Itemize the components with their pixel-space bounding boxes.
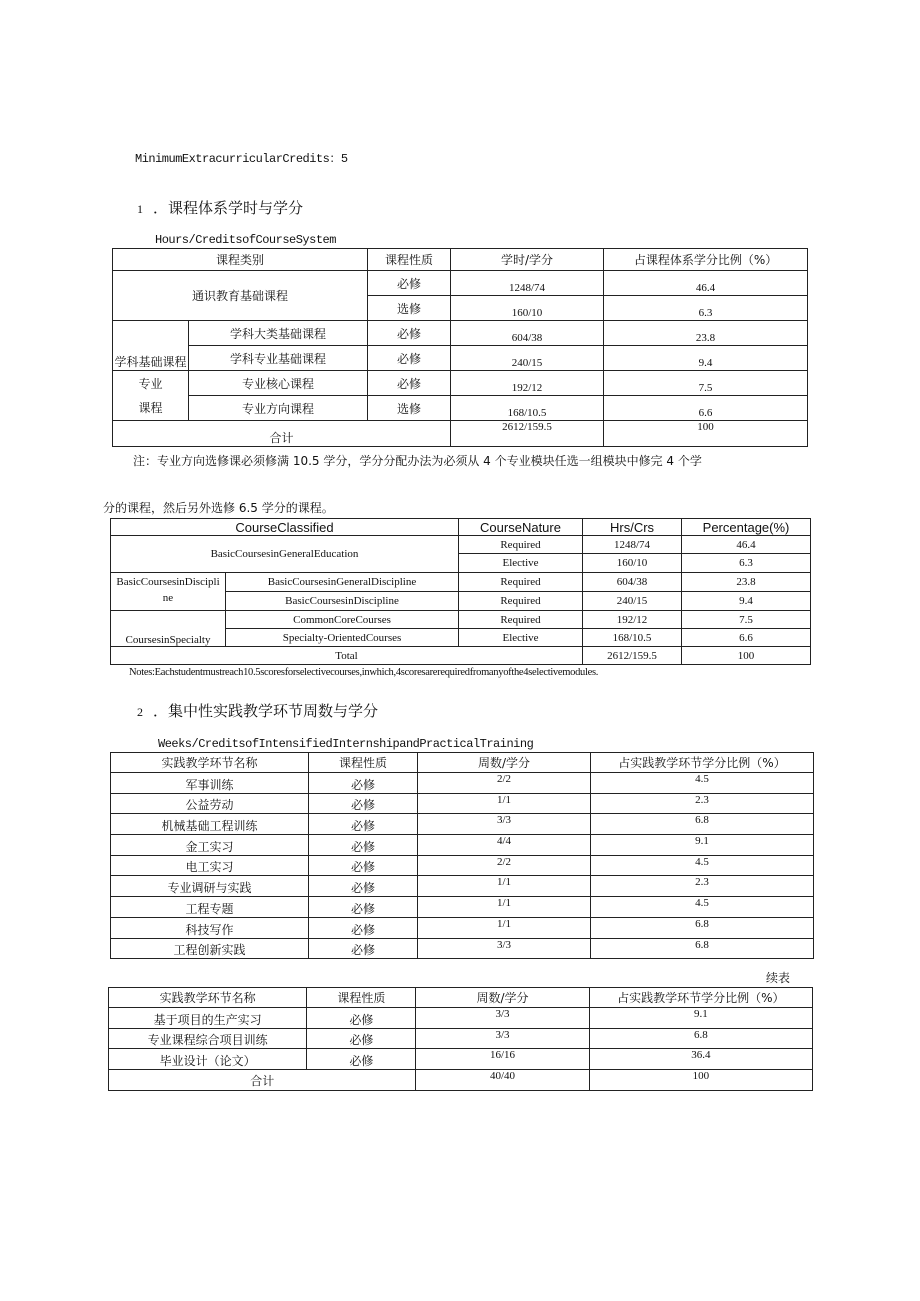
table-cell: 6.8 [591, 938, 814, 959]
header-cell: 占实践教学环节学分比例（%） [591, 753, 814, 773]
table-cell: 必修 [309, 793, 418, 814]
heading-text: ．集中性实践教学环节周数与学分 [153, 702, 379, 720]
header-row [109, 988, 813, 1008]
table-cell: 工程创新实践 [111, 938, 309, 959]
table-row [111, 876, 814, 897]
table-cell: 学科专业基础课程 [189, 346, 368, 371]
table-cell: 1248/74 [583, 536, 682, 554]
table-cell: 4/4 [418, 835, 591, 856]
table-cell: 2.3 [591, 876, 814, 897]
header-cell: Percentage(%) [682, 519, 811, 536]
heading-text: ．课程体系学时与学分 [153, 199, 304, 217]
table-cell: 9.4 [682, 592, 811, 611]
header-cell: 周数/学分 [418, 753, 591, 773]
table-cell: 4.5 [591, 855, 814, 876]
table-cell: 1/1 [418, 876, 591, 897]
table-cell: Elective [459, 554, 583, 573]
table-cell: 必修 [368, 321, 451, 346]
table-row [111, 793, 814, 814]
table-cell: 2612/159.5 [451, 421, 604, 447]
table-cell: Required [459, 611, 583, 629]
table-cell: 168/10.5 [451, 396, 604, 421]
table-cell: 6.3 [682, 554, 811, 573]
table-cell: 选修 [368, 296, 451, 321]
table-cell: 7.5 [682, 611, 811, 629]
header-row [111, 753, 814, 773]
header-cell: 周数/学分 [416, 988, 589, 1008]
header-cell: 课程性质 [307, 988, 416, 1008]
table-cell: 合计 [109, 1070, 416, 1091]
table-cell: BasicCoursesinDiscipline [226, 592, 459, 611]
table-cell: 168/10.5 [583, 629, 682, 647]
table-row [113, 346, 808, 371]
table-cell: 工程专题 [111, 897, 309, 918]
table-cell: 必修 [309, 938, 418, 959]
table-cell: 6.6 [604, 396, 808, 421]
header-cell: CourseClassified [111, 519, 459, 536]
table-cell: 192/12 [451, 371, 604, 396]
table-cell: 必修 [368, 346, 451, 371]
table-cell: 100 [604, 421, 808, 447]
table-cell: 240/15 [451, 346, 604, 371]
table-cell: 4.5 [591, 897, 814, 918]
table-row [111, 611, 811, 629]
table-cell: 合计 [113, 421, 451, 447]
table-row [113, 271, 808, 296]
continued-label: 续表 [766, 971, 791, 985]
table-cell: 专业方向课程 [189, 396, 368, 421]
table-row [109, 1008, 813, 1029]
note-cn-line1: 注：专业方向选修课必须修满 10.5 学分，学分分配办法为必须从 4 个专业模块任选一组模块中修完 4 个学 [133, 454, 702, 468]
table-cell: ne [111, 592, 226, 611]
table-cell: 必修 [368, 371, 451, 396]
table-cell: 3/3 [416, 1008, 589, 1029]
table-cell: 专业 [113, 371, 189, 396]
table-row [113, 321, 808, 346]
header-row [111, 519, 811, 536]
header-cell: Hrs/Crs [583, 519, 682, 536]
section2-heading [137, 700, 378, 721]
table-cell: 9.1 [591, 835, 814, 856]
total-row [113, 421, 808, 447]
table-row [111, 814, 814, 835]
header-cell: 占实践教学环节学分比例（%） [589, 988, 812, 1008]
table-row [109, 1049, 813, 1070]
table-cell: 2612/159.5 [583, 647, 682, 665]
table-cell: 6.6 [682, 629, 811, 647]
table-cell: 电工实习 [111, 855, 309, 876]
header-cell: 课程性质 [309, 753, 418, 773]
table-cell: 必修 [309, 876, 418, 897]
table-cell: 必修 [307, 1049, 416, 1070]
table-row [111, 897, 814, 918]
table-cell: 3/3 [416, 1028, 589, 1049]
table-row [111, 938, 814, 959]
table-row [111, 573, 811, 592]
table-cell: 学科基础课程 [113, 321, 189, 371]
table-cell: 16/16 [416, 1049, 589, 1070]
table-cell: 必修 [309, 835, 418, 856]
table-cell: 9.4 [604, 346, 808, 371]
table-row [111, 855, 814, 876]
section1-subtitle: Hours/CreditsofCourseSystem [155, 233, 336, 247]
table-row [111, 592, 811, 611]
table-cell: 1/1 [418, 793, 591, 814]
table-cell: 40/40 [416, 1070, 589, 1091]
table-cell: 科技写作 [111, 917, 309, 938]
header-cell: 学时/学分 [451, 249, 604, 271]
table-row [113, 371, 808, 396]
table-cell: Total [111, 647, 583, 665]
table-cell: 240/15 [583, 592, 682, 611]
table-cell: CommonCoreCourses [226, 611, 459, 629]
table-cell: BasicCoursesinGeneralDiscipline [226, 573, 459, 592]
table-cell: CoursesinSpecialty [111, 611, 226, 647]
table-cell: 3/3 [418, 938, 591, 959]
table-cell: 选修 [368, 396, 451, 421]
heading-number: 2 [137, 705, 143, 719]
table-cell: 课程 [113, 396, 189, 421]
table-cell: 必修 [307, 1028, 416, 1049]
table-cell: 通识教育基础课程 [113, 271, 368, 321]
table-cell: 必修 [309, 855, 418, 876]
table-cell: 机械基础工程训练 [111, 814, 309, 835]
table-cell: 46.4 [682, 536, 811, 554]
table-cell: 必修 [309, 814, 418, 835]
table-cell: 6.8 [589, 1028, 812, 1049]
table-row [111, 917, 814, 938]
table-cell: 604/38 [583, 573, 682, 592]
table-cell: 毕业设计（论文） [109, 1049, 307, 1070]
section1-heading [137, 197, 303, 218]
table-cell: 23.8 [604, 321, 808, 346]
table-cell: BasicCoursesinGeneralEducation [111, 536, 459, 573]
total-row [109, 1070, 813, 1091]
table-row [109, 1028, 813, 1049]
table-cell: 基于项目的生产实习 [109, 1008, 307, 1029]
heading-number: 1 [137, 202, 143, 216]
table-cell: 6.8 [591, 814, 814, 835]
table-cell: 公益劳动 [111, 793, 309, 814]
header-cell: 课程类别 [113, 249, 368, 271]
table-cell: 160/10 [451, 296, 604, 321]
table-cell: 160/10 [583, 554, 682, 573]
table-cell: 36.4 [589, 1049, 812, 1070]
table-cell: 学科大类基础课程 [189, 321, 368, 346]
table-cell: 2.3 [591, 793, 814, 814]
table-cell: 3/3 [418, 814, 591, 835]
header-cell: 课程性质 [368, 249, 451, 271]
table-row [113, 396, 808, 421]
table-cell: 金工实习 [111, 835, 309, 856]
table-cell: 必修 [309, 897, 418, 918]
table-cell: 192/12 [583, 611, 682, 629]
table-cell: 必修 [309, 773, 418, 794]
table-cell: 100 [682, 647, 811, 665]
min-extracurricular-credits: MinimumExtracurricularCredits：5 [135, 152, 348, 166]
table-cell: 7.5 [604, 371, 808, 396]
table-row [111, 536, 811, 554]
table-row [111, 835, 814, 856]
table-cell: BasicCoursesinDiscipli [111, 573, 226, 592]
header-cell: CourseNature [459, 519, 583, 536]
table-cell: 23.8 [682, 573, 811, 592]
practical-training-table [110, 752, 814, 959]
table-cell: 1248/74 [451, 271, 604, 296]
table-cell: 军事训练 [111, 773, 309, 794]
table-cell: Required [459, 592, 583, 611]
table-cell: 必修 [309, 917, 418, 938]
table-cell: 6.8 [591, 917, 814, 938]
table-cell: 6.3 [604, 296, 808, 321]
table-cell: Required [459, 536, 583, 554]
table-cell: 4.5 [591, 773, 814, 794]
table-cell: 专业课程综合项目训练 [109, 1028, 307, 1049]
header-row [113, 249, 808, 271]
note-en: Notes:Eachstudentmustreach10.5scoresforselectivecourses,inwhich,4scoresarerequiredfromanyofthe4selectivemodules. [129, 667, 599, 678]
table-cell: 2/2 [418, 855, 591, 876]
table-cell: Required [459, 573, 583, 592]
table-cell: 专业调研与实践 [111, 876, 309, 897]
table-cell: 1/1 [418, 897, 591, 918]
table-cell: 2/2 [418, 773, 591, 794]
table-cell: 604/38 [451, 321, 604, 346]
table-cell: Elective [459, 629, 583, 647]
table-cell: 100 [589, 1070, 812, 1091]
table-cell: 1/1 [418, 917, 591, 938]
table-cell: 9.1 [589, 1008, 812, 1029]
course-system-table-cn [112, 248, 808, 447]
table-cell: 专业核心课程 [189, 371, 368, 396]
header-cell: 实践教学环节名称 [109, 988, 307, 1008]
course-system-table-en [110, 518, 811, 665]
note-cn-line2: 分的课程，然后另外选修 6.5 学分的课程。 [103, 501, 334, 515]
table-cell: 必修 [307, 1008, 416, 1029]
section2-subtitle: Weeks/CreditsofIntensifiedInternshipandPracticalTraining [158, 737, 534, 751]
header-cell: 占课程体系学分比例（%） [604, 249, 808, 271]
table-cell: 必修 [368, 271, 451, 296]
header-cell: 实践教学环节名称 [111, 753, 309, 773]
practical-training-table-continued [108, 987, 813, 1091]
table-cell: 46.4 [604, 271, 808, 296]
table-row [111, 773, 814, 794]
total-row [111, 647, 811, 665]
table-cell: Specialty-OrientedCourses [226, 629, 459, 647]
